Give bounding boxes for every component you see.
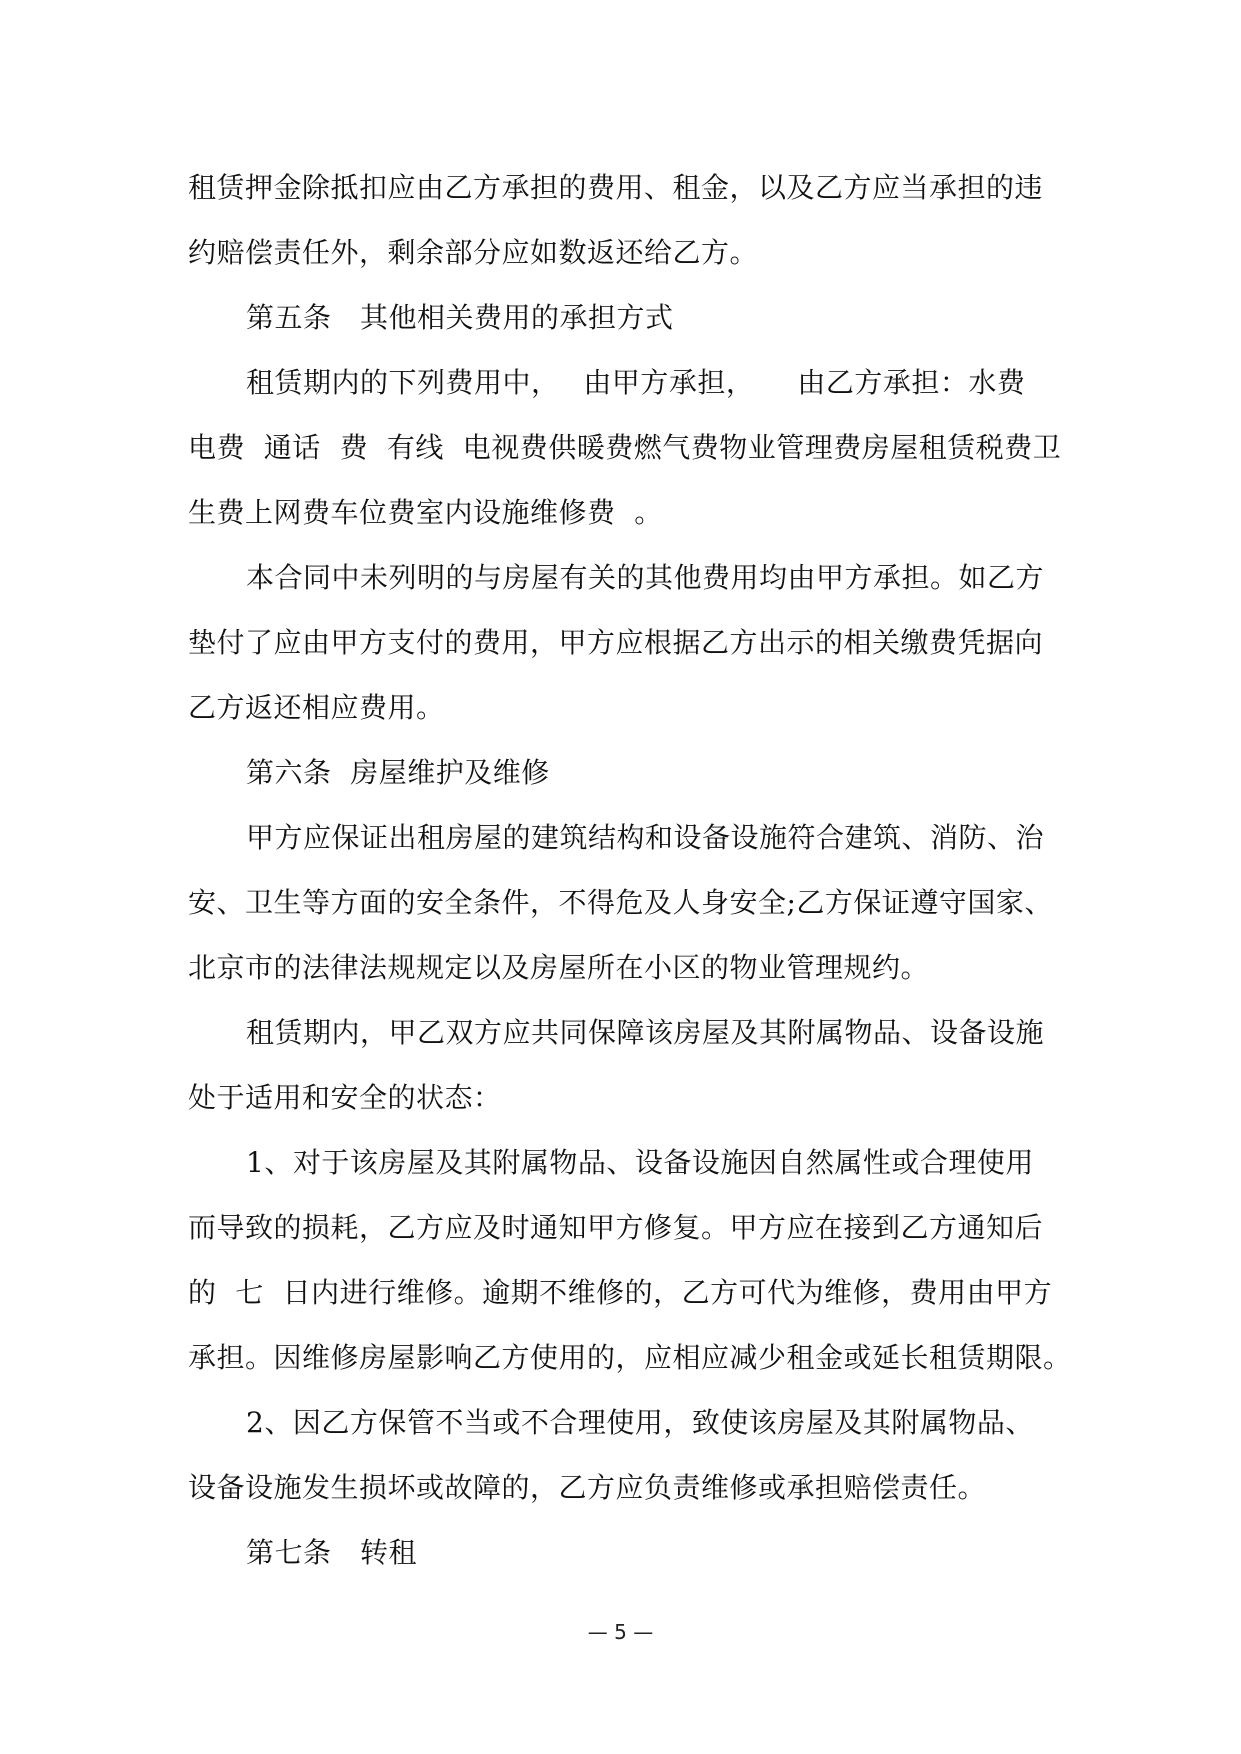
text-line: 生费上网费车位费室内设施维修费 。 — [188, 496, 663, 529]
text-line: 设备设施发生损坏或故障的，乙方应负责维修或承担赔偿责任。 — [188, 1471, 987, 1504]
text-line: 处于适用和安全的状态： — [188, 1081, 502, 1114]
text-line: 租赁期内，甲乙双方应共同保障该房屋及其附属物品、设备设施 — [246, 1016, 1045, 1049]
text-line: 电费 通话 费 有线 电视费供暖费燃气费物业管理费房屋租赁税费卫 — [188, 431, 1062, 464]
text-line: 约赔偿责任外，剩余部分应如数返还给乙方。 — [188, 236, 759, 269]
text-line: 甲方应保证出租房屋的建筑结构和设备设施符合建筑、消防、治 — [246, 821, 1045, 854]
text-line: 北京市的法律法规规定以及房屋所在小区的物业管理规约。 — [188, 951, 930, 984]
section-heading-article-5: 第五条 其他相关费用的承担方式 — [246, 301, 674, 334]
text-line: 安、卫生等方面的安全条件，不得危及人身安全;乙方保证遵守国家、 — [188, 886, 1053, 919]
text-line: 垫付了应由甲方支付的费用，甲方应根据乙方出示的相关缴费凭据向 — [188, 626, 1044, 659]
section-heading-article-7: 第七条 转租 — [246, 1536, 418, 1569]
text-line: 租赁期内的下列费用中， 由甲方承担， 由乙方承担：水费 — [246, 366, 1026, 399]
list-item-2: 2、因乙方保管不当或不合理使用，致使该房屋及其附属物品、 — [246, 1406, 1034, 1439]
text-line: 承担。因维修房屋影响乙方使用的，应相应减少租金或延长租赁期限。 — [188, 1341, 1072, 1374]
list-item-1: 1、对于该房屋及其附属物品、设备设施因自然属性或合理使用 — [246, 1146, 1034, 1179]
text-line: 的 七 日内进行维修。逾期不维修的，乙方可代为维修，费用由甲方 — [188, 1276, 1053, 1309]
text-line: 乙方返还相应费用。 — [188, 691, 445, 724]
text-line: 本合同中未列明的与房屋有关的其他费用均由甲方承担。如乙方 — [246, 561, 1045, 594]
text-line: 而导致的损耗，乙方应及时通知甲方修复。甲方应在接到乙方通知后 — [188, 1211, 1044, 1244]
section-heading-article-6: 第六条 房屋维护及维修 — [246, 756, 550, 789]
page-number: — 5 — — [587, 1620, 654, 1644]
text-line: 租赁押金除抵扣应由乙方承担的费用、租金，以及乙方应当承担的违 — [188, 171, 1044, 204]
document-body — [188, 155, 1072, 1585]
